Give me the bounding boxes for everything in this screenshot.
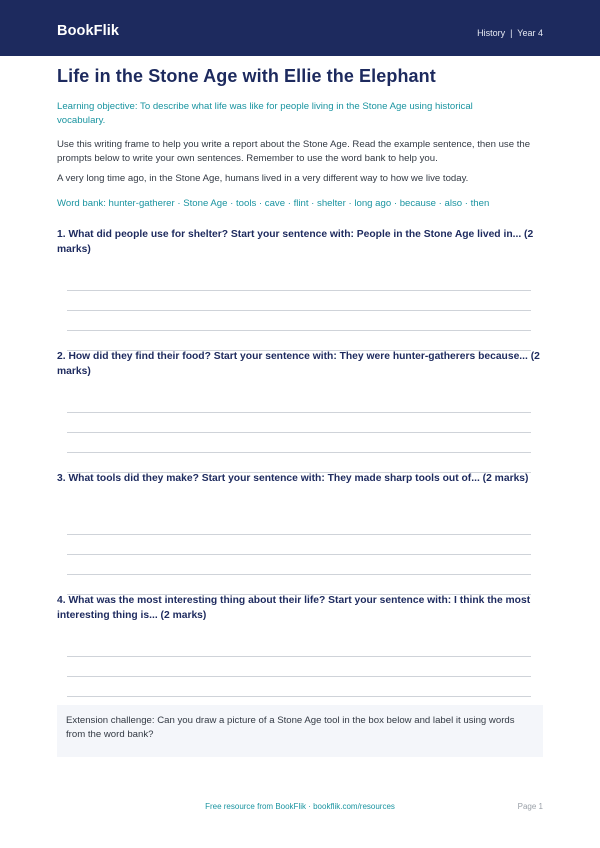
answer-line[interactable]	[67, 656, 531, 657]
page-title: Life in the Stone Age with Ellie the Elephant	[57, 66, 436, 86]
answer-line[interactable]	[67, 432, 531, 433]
page-header	[0, 0, 600, 56]
intro-text: Use this writing frame to help you write a report about the Stone Age. Read the example sentence, then use the prompts below to write your own sentences. Remember to use the word bank to help you.	[57, 139, 531, 164]
question-4: 4. What was the most interesting thing about their life? Start your sentence with: I think the most interesting thing is... (2 marks)	[57, 595, 531, 621]
learning-objective: Learning objective: To describe what life was like for people living in the Stone Age using historical vocabulary.	[57, 101, 473, 126]
question-2: 2. How did they find their food? Start your sentence with: They were hunter-gatherers because... (2 marks)	[57, 351, 540, 377]
extension-challenge-box[interactable]	[57, 705, 543, 757]
answer-line[interactable]	[67, 330, 531, 331]
answer-line[interactable]	[67, 676, 531, 677]
answer-line[interactable]	[67, 290, 531, 291]
answer-line[interactable]	[67, 574, 531, 575]
brand-logo: BookFlik	[57, 23, 120, 39]
answer-line[interactable]	[67, 310, 531, 311]
answer-line[interactable]	[67, 696, 531, 697]
example-sentence: A very long time ago, in the Stone Age, humans lived in a very different way to how we live today.	[57, 173, 469, 184]
subject-year-label: History | Year 4	[477, 28, 543, 38]
footer-resource-text: Free resource from BookFlik · bookflik.com/resources	[205, 802, 395, 811]
question-1: 1. What did people use for shelter? Start your sentence with: People in the Stone Age lived in... (2 marks)	[57, 229, 534, 255]
answer-line[interactable]	[67, 554, 531, 555]
answer-line[interactable]	[67, 534, 531, 535]
answer-line[interactable]	[67, 452, 531, 453]
page-number: Page 1	[517, 802, 543, 811]
word-bank: Word bank: hunter-gatherer · Stone Age · tools · cave · flint · shelter · long ago · because · also · then	[57, 198, 490, 209]
question-3: 3. What tools did they make? Start your sentence with: They made sharp tools out of... (2 marks)	[57, 473, 529, 484]
answer-line[interactable]	[67, 412, 531, 413]
extension-challenge-text: Extension challenge: Can you draw a picture of a Stone Age tool in the box below and label it using words from the word bank?	[66, 715, 515, 740]
